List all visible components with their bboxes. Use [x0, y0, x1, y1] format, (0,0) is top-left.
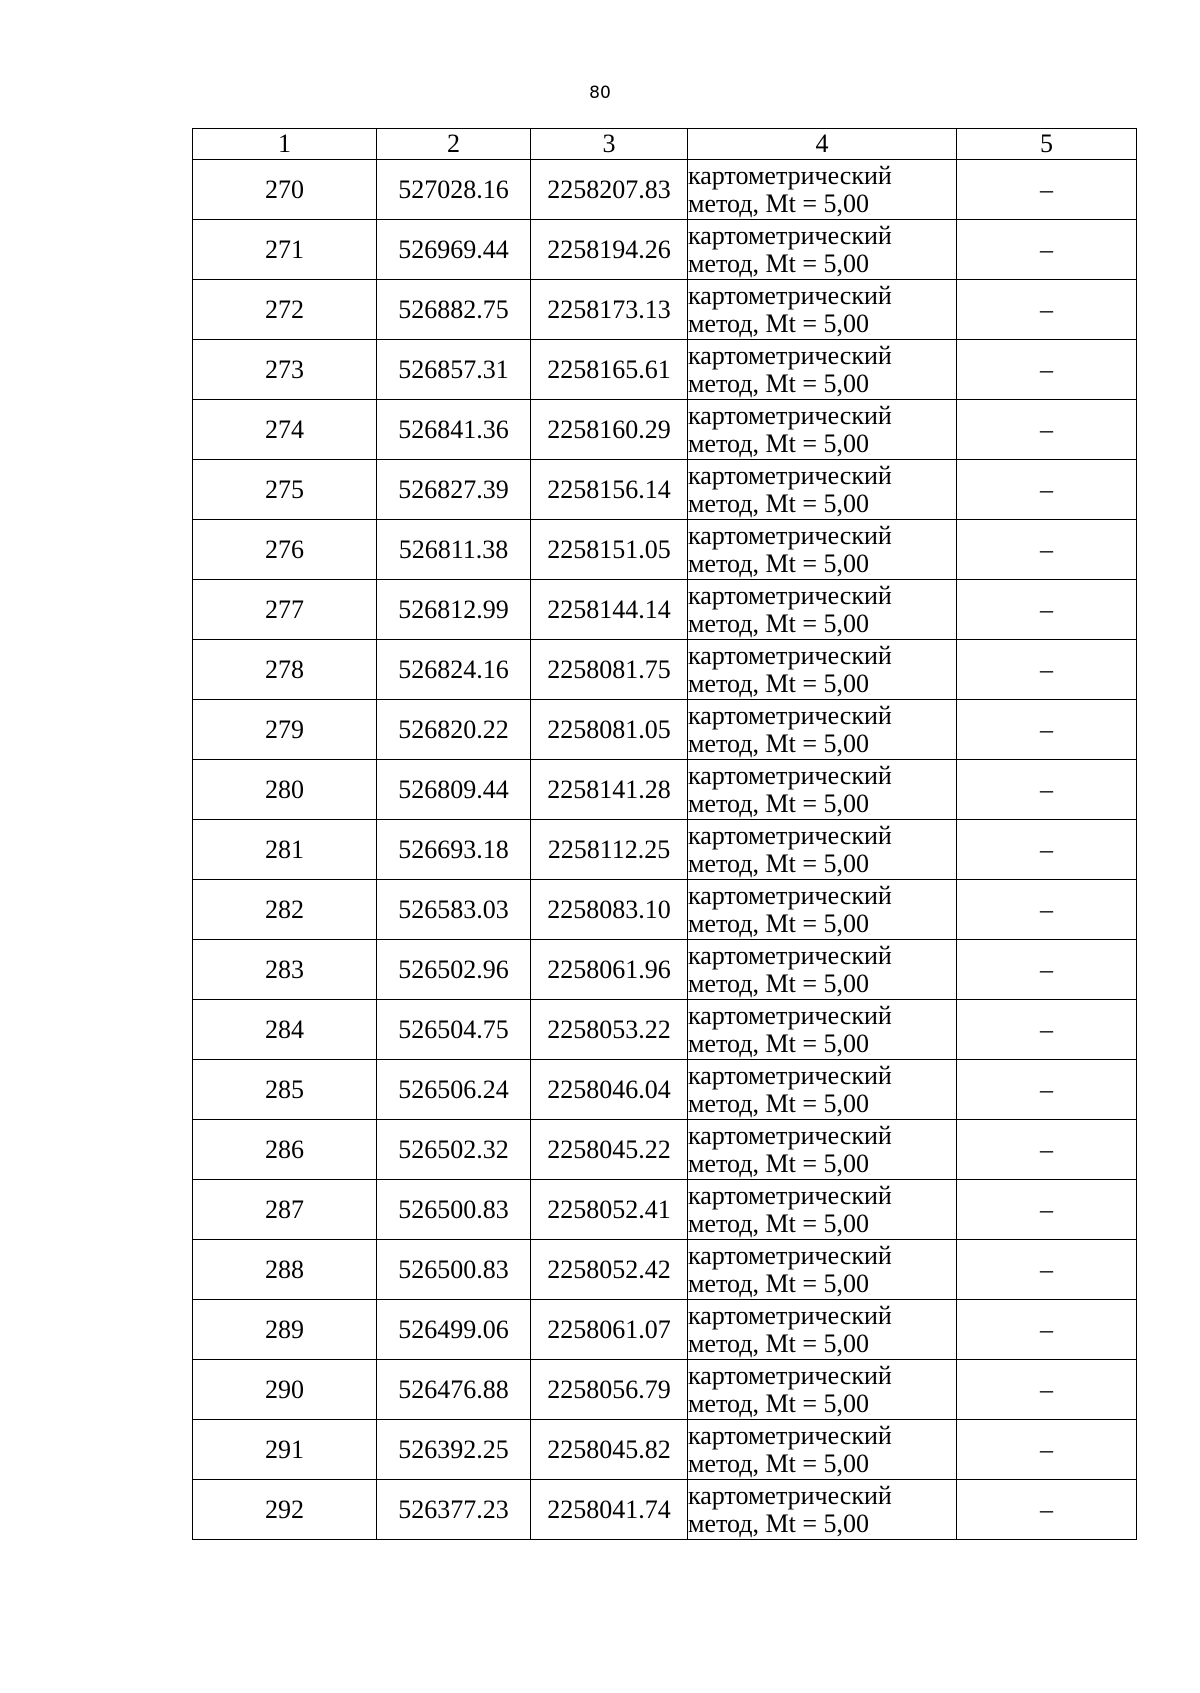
method-cell: [688, 460, 957, 520]
point-number: 273: [193, 340, 377, 400]
coordinate-x: 526377.23: [377, 1480, 531, 1540]
coordinate-x: 526502.32: [377, 1120, 531, 1180]
header-col-2: 2: [377, 129, 531, 160]
table-row: [193, 1240, 1137, 1300]
coordinate-y: 2258041.74: [531, 1480, 688, 1540]
table-row: [193, 940, 1137, 1000]
coordinate-x: 526827.39: [377, 460, 531, 520]
method-cell: [688, 760, 957, 820]
method-accuracy: метод, Mt = 5,00: [688, 1148, 869, 1178]
method-accuracy: метод, Mt = 5,00: [688, 668, 869, 698]
method-cell: [688, 1000, 957, 1060]
coordinate-x: 527028.16: [377, 160, 531, 220]
coordinate-x: 526504.75: [377, 1000, 531, 1060]
coordinate-y: 2258207.83: [531, 160, 688, 220]
coordinate-x: 526820.22: [377, 700, 531, 760]
description-cell: –: [957, 460, 1137, 520]
point-number: 291: [193, 1420, 377, 1480]
coordinate-x: 526809.44: [377, 760, 531, 820]
method-accuracy: метод, Mt = 5,00: [688, 548, 869, 578]
description-cell: –: [957, 1480, 1137, 1540]
header-col-5: 5: [957, 129, 1137, 160]
coordinate-y: 2258081.05: [531, 700, 688, 760]
coordinate-x: 526882.75: [377, 280, 531, 340]
header-col-1: 1: [193, 129, 377, 160]
coordinates-table: [192, 128, 1137, 1540]
table-row: [193, 520, 1137, 580]
point-number: 280: [193, 760, 377, 820]
method-name: картометрический: [688, 1420, 892, 1450]
description-cell: –: [957, 1360, 1137, 1420]
description-cell: –: [957, 1300, 1137, 1360]
table-row: [193, 280, 1137, 340]
method-name: картометрический: [688, 1240, 892, 1270]
method-cell: [688, 160, 957, 220]
method-name: картометрический: [688, 1060, 892, 1090]
point-number: 271: [193, 220, 377, 280]
method-name: картометрический: [688, 220, 892, 250]
table-row: [193, 580, 1137, 640]
method-accuracy: метод, Mt = 5,00: [688, 968, 869, 998]
point-number: 284: [193, 1000, 377, 1060]
table-row: [193, 760, 1137, 820]
table-row: [193, 1360, 1137, 1420]
coordinate-x: 526500.83: [377, 1240, 531, 1300]
method-cell: [688, 400, 957, 460]
description-cell: –: [957, 1120, 1137, 1180]
coordinate-y: 2258045.82: [531, 1420, 688, 1480]
method-accuracy: метод, Mt = 5,00: [688, 608, 869, 638]
table-row: [193, 1180, 1137, 1240]
method-accuracy: метод, Mt = 5,00: [688, 848, 869, 878]
coordinate-y: 2258052.42: [531, 1240, 688, 1300]
description-cell: –: [957, 340, 1137, 400]
table-row: [193, 220, 1137, 280]
coordinate-y: 2258156.14: [531, 460, 688, 520]
point-number: 283: [193, 940, 377, 1000]
coordinate-y: 2258061.07: [531, 1300, 688, 1360]
method-name: картометрический: [688, 760, 892, 790]
method-accuracy: метод, Mt = 5,00: [688, 248, 869, 278]
description-cell: –: [957, 940, 1137, 1000]
description-cell: –: [957, 880, 1137, 940]
table-row: [193, 400, 1137, 460]
coordinate-x: 526506.24: [377, 1060, 531, 1120]
coordinate-x: 526499.06: [377, 1300, 531, 1360]
method-cell: [688, 1180, 957, 1240]
description-cell: –: [957, 1000, 1137, 1060]
method-accuracy: метод, Mt = 5,00: [688, 188, 869, 218]
header-col-4: 4: [688, 129, 957, 160]
table-row: [193, 160, 1137, 220]
point-number: 289: [193, 1300, 377, 1360]
method-accuracy: метод, Mt = 5,00: [688, 1448, 869, 1478]
table-row: [193, 340, 1137, 400]
coordinate-y: 2258141.28: [531, 760, 688, 820]
coordinate-x: 526500.83: [377, 1180, 531, 1240]
method-name: картометрический: [688, 1300, 892, 1330]
description-cell: –: [957, 700, 1137, 760]
method-cell: [688, 880, 957, 940]
method-cell: [688, 1060, 957, 1120]
point-number: 272: [193, 280, 377, 340]
method-name: картометрический: [688, 880, 892, 910]
coordinate-x: 526693.18: [377, 820, 531, 880]
coordinate-x: 526857.31: [377, 340, 531, 400]
description-cell: –: [957, 640, 1137, 700]
point-number: 274: [193, 400, 377, 460]
point-number: 287: [193, 1180, 377, 1240]
coordinate-y: 2258046.04: [531, 1060, 688, 1120]
coordinate-x: 526476.88: [377, 1360, 531, 1420]
table-row: [193, 1120, 1137, 1180]
method-cell: [688, 700, 957, 760]
coordinate-y: 2258083.10: [531, 880, 688, 940]
method-accuracy: метод, Mt = 5,00: [688, 1208, 869, 1238]
method-cell: [688, 220, 957, 280]
coordinate-y: 2258052.41: [531, 1180, 688, 1240]
description-cell: –: [957, 580, 1137, 640]
description-cell: –: [957, 220, 1137, 280]
description-cell: –: [957, 760, 1137, 820]
method-cell: [688, 1120, 957, 1180]
method-name: картометрический: [688, 280, 892, 310]
point-number: 279: [193, 700, 377, 760]
point-number: 288: [193, 1240, 377, 1300]
page-number: 80: [589, 83, 611, 103]
method-cell: [688, 1420, 957, 1480]
coordinate-y: 2258053.22: [531, 1000, 688, 1060]
coordinate-x: 526392.25: [377, 1420, 531, 1480]
method-cell: [688, 580, 957, 640]
method-name: картометрический: [688, 400, 892, 430]
description-cell: –: [957, 400, 1137, 460]
point-number: 277: [193, 580, 377, 640]
coordinate-x: 526811.38: [377, 520, 531, 580]
method-accuracy: метод, Mt = 5,00: [688, 1088, 869, 1118]
method-name: картометрический: [688, 1000, 892, 1030]
method-cell: [688, 340, 957, 400]
coordinate-y: 2258112.25: [531, 820, 688, 880]
coordinate-y: 2258173.13: [531, 280, 688, 340]
method-accuracy: метод, Mt = 5,00: [688, 908, 869, 938]
method-cell: [688, 1240, 957, 1300]
method-cell: [688, 520, 957, 580]
coordinate-x: 526841.36: [377, 400, 531, 460]
coordinate-x: 526502.96: [377, 940, 531, 1000]
table-row: [193, 820, 1137, 880]
point-number: 276: [193, 520, 377, 580]
method-accuracy: метод, Mt = 5,00: [688, 788, 869, 818]
coordinate-x: 526812.99: [377, 580, 531, 640]
method-cell: [688, 280, 957, 340]
coordinate-y: 2258045.22: [531, 1120, 688, 1180]
point-number: 278: [193, 640, 377, 700]
header-col-3: 3: [531, 129, 688, 160]
coordinate-y: 2258151.05: [531, 520, 688, 580]
coordinate-y: 2258061.96: [531, 940, 688, 1000]
method-accuracy: метод, Mt = 5,00: [688, 1508, 869, 1538]
method-name: картометрический: [688, 580, 892, 610]
coordinate-y: 2258194.26: [531, 220, 688, 280]
description-cell: –: [957, 820, 1137, 880]
table-row: [193, 1060, 1137, 1120]
method-cell: [688, 820, 957, 880]
coordinate-y: 2258165.61: [531, 340, 688, 400]
method-name: картометрический: [688, 1120, 892, 1150]
point-number: 285: [193, 1060, 377, 1120]
table-row: [193, 1420, 1137, 1480]
description-cell: –: [957, 1240, 1137, 1300]
description-cell: –: [957, 1180, 1137, 1240]
point-number: 290: [193, 1360, 377, 1420]
coordinate-x: 526583.03: [377, 880, 531, 940]
method-name: картометрический: [688, 700, 892, 730]
table-row: [193, 700, 1137, 760]
method-accuracy: метод, Mt = 5,00: [688, 728, 869, 758]
coordinate-x: 526824.16: [377, 640, 531, 700]
point-number: 275: [193, 460, 377, 520]
method-name: картометрический: [688, 1180, 892, 1210]
coordinate-y: 2258081.75: [531, 640, 688, 700]
method-name: картометрический: [688, 520, 892, 550]
point-number: 270: [193, 160, 377, 220]
method-name: картометрический: [688, 940, 892, 970]
method-accuracy: метод, Mt = 5,00: [688, 368, 869, 398]
point-number: 286: [193, 1120, 377, 1180]
point-number: 281: [193, 820, 377, 880]
method-accuracy: метод, Mt = 5,00: [688, 488, 869, 518]
method-accuracy: метод, Mt = 5,00: [688, 1388, 869, 1418]
method-name: картометрический: [688, 1480, 892, 1510]
description-cell: –: [957, 160, 1137, 220]
method-cell: [688, 640, 957, 700]
point-number: 282: [193, 880, 377, 940]
method-accuracy: метод, Mt = 5,00: [688, 1268, 869, 1298]
coordinate-y: 2258056.79: [531, 1360, 688, 1420]
method-accuracy: метод, Mt = 5,00: [688, 1328, 869, 1358]
method-accuracy: метод, Mt = 5,00: [688, 1028, 869, 1058]
coordinate-x: 526969.44: [377, 220, 531, 280]
description-cell: –: [957, 1420, 1137, 1480]
method-cell: [688, 1300, 957, 1360]
coordinate-y: 2258144.14: [531, 580, 688, 640]
description-cell: –: [957, 280, 1137, 340]
method-name: картометрический: [688, 460, 892, 490]
method-name: картометрический: [688, 1360, 892, 1390]
method-cell: [688, 940, 957, 1000]
description-cell: –: [957, 1060, 1137, 1120]
description-cell: –: [957, 520, 1137, 580]
method-accuracy: метод, Mt = 5,00: [688, 308, 869, 338]
point-number: 292: [193, 1480, 377, 1540]
table-row: [193, 880, 1137, 940]
table-row: [193, 1000, 1137, 1060]
method-cell: [688, 1480, 957, 1540]
method-name: картометрический: [688, 340, 892, 370]
table-row: [193, 640, 1137, 700]
method-name: картометрический: [688, 640, 892, 670]
method-cell: [688, 1360, 957, 1420]
table-row: [193, 1300, 1137, 1360]
coordinate-y: 2258160.29: [531, 400, 688, 460]
table-header-row: [193, 129, 1137, 160]
table-row: [193, 1480, 1137, 1540]
table-row: [193, 460, 1137, 520]
method-name: картометрический: [688, 160, 892, 190]
method-name: картометрический: [688, 820, 892, 850]
method-accuracy: метод, Mt = 5,00: [688, 428, 869, 458]
